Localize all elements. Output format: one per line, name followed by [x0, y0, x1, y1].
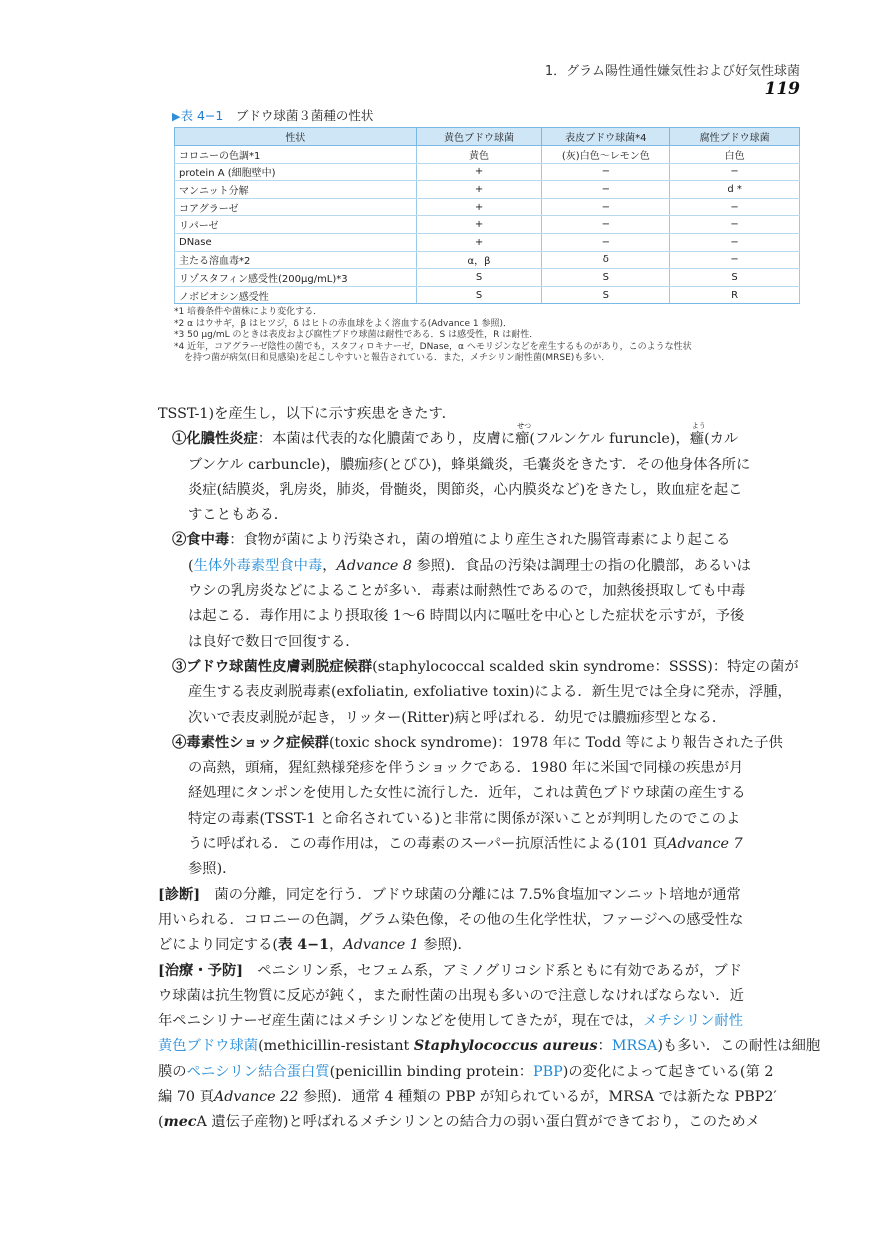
text-line: 経処理にタンポンを使用した女性に流行した．近年，これは黄色ブドウ球菌の産生する	[188, 785, 746, 802]
table-cell: +	[416, 216, 542, 234]
row-label: 主たる溶血毒*2	[175, 251, 417, 269]
text-line: は良好で数日で回復する．	[188, 633, 360, 650]
table-cell: S	[416, 286, 542, 304]
item-heading: ③ブドウ球菌性皮膚剥脱症候群	[172, 658, 373, 675]
ruby-word: せつ 癤	[515, 422, 532, 448]
section-heading: [治療・予防]	[158, 962, 244, 979]
text-line: 膜のペニシリン結合蛋白質(penicillin binding protein：PBP)の変化によって起きている(第 2	[158, 1063, 774, 1080]
keyword-link: 黄色ブドウ球菌	[158, 1038, 259, 1055]
table-footnotes	[174, 307, 804, 365]
text-line: ウシの乳房炎などによることが多い．毒素は耐熱性であるので，加熱後摂取しても中毒	[188, 583, 746, 600]
table-cell: δ	[542, 251, 670, 269]
text-line: ②食中毒：食物が菌により汚染され，菌の増殖により産生された腸管毒素により起こる	[172, 532, 731, 549]
table-caption	[172, 106, 373, 124]
caption-triangle-icon: ▶	[172, 110, 181, 123]
table-cell: d *	[670, 181, 800, 199]
text-line: [診断] 菌の分離，同定を行う．ブドウ球菌の分離には 7.5%食塩加マンニット培地が通常	[158, 886, 741, 903]
keyword-link: メチシリン耐性	[643, 1013, 744, 1030]
row-label: マンニット分解	[175, 181, 417, 199]
text-line: (生体外毒素型食中毒，Advance 8 参照)．食品の汚染は調理士の指の化膿部，あるいは	[188, 557, 751, 574]
row-label: ノボビオシン感受性	[175, 286, 417, 304]
text-line: ウ球菌は抗生物質に反応が鈍く，また耐性菌の出現も多いので注意しなければならない．近	[158, 987, 744, 1004]
row-label: リゾスタフィン感受性(200μg/mL)*3	[175, 269, 417, 287]
table-cell: 黄色	[416, 146, 542, 164]
keyword-link: MRSA	[611, 1038, 658, 1055]
table-label: 表 4−1	[180, 108, 224, 123]
footnote: を持つ菌が病気(日和見感染)を起こしやすいと報告されている．また，メチシリン耐性菌(MRSE)も多い．	[184, 353, 611, 364]
text-line: 年ペニシリナーゼ産生菌にはメチシリンなどを使用してきたが，現在では，メチシリン耐性	[158, 1013, 744, 1030]
table-cell: S	[542, 286, 670, 304]
table-cell: −	[670, 233, 800, 251]
footnote: *4 近年，コアグラーゼ陰性の菌でも，スタフィロキナーゼ，DNase，α ヘモリジンなどを産生するものがあり，このような性状	[174, 341, 692, 352]
text-line: 参照)．	[188, 861, 237, 878]
text-line: すこともある．	[188, 507, 289, 524]
text-line: (mecA 遺伝子産物)と呼ばれるメチシリンとの結合力の弱い蛋白質ができており，このためメ	[158, 1114, 760, 1131]
text-line: TSST-1)を産生し，以下に示す疾患をきたす．	[158, 406, 456, 422]
table-cell: −	[542, 233, 670, 251]
table-cell: −	[670, 251, 800, 269]
text-line: どにより同定する(表 4−1，Advance 1 参照)．	[158, 937, 472, 954]
table-cell: −	[542, 216, 670, 234]
text-line: は起こる．毒作用により摂取後 1〜6 時間以内に嘔吐を中心とした症状を示すが，予後	[188, 608, 745, 625]
row-label: コロニーの色調*1	[175, 146, 417, 164]
table-cell: −	[670, 216, 800, 234]
item-heading: ②食中毒	[172, 532, 230, 549]
ruby-word: よう 癰	[689, 422, 706, 448]
text-line: 特定の毒素(TSST-1 と命名されている)と非常に関係が深いことが判明したのでこのよ	[188, 810, 741, 827]
column-header: 黄色ブドウ球菌	[416, 128, 542, 146]
item-heading: ④毒素性ショック症候群	[172, 734, 329, 751]
properties-table	[174, 127, 800, 304]
column-header: 表皮ブドウ球菌*4	[542, 128, 670, 146]
text-line: 編 70 頁Advance 22 参照)．通常 4 種類の PBP が知られているが，MRSA では新たな PBP2′	[158, 1089, 777, 1106]
table-cell: +	[416, 163, 542, 181]
table-row	[175, 233, 800, 251]
table-cell: S	[416, 269, 542, 287]
footnote: *2 α はウサギ，β はヒツジ，δ はヒトの赤血球をよく溶血する(Advance 1 参照)．	[174, 318, 512, 329]
table-cell: +	[416, 181, 542, 199]
text-line: ①化膿性炎症：本菌は代表的な化膿菌であり，皮膚に せつ 癤(フルンケル furuncle)， よう 癰(カル	[172, 422, 739, 448]
table-row	[175, 181, 800, 199]
text-line: 産生する表皮剥脱毒素(exfoliatin, exfoliative toxin)による．新生児では全身に発赤，浮腫，	[188, 684, 792, 701]
table-row	[175, 286, 800, 304]
text-line: 用いられる．コロニーの色調，グラム染色像，その他の生化学性状，ファージへの感受性な	[158, 911, 744, 928]
table-cell: S	[542, 269, 670, 287]
table-row	[175, 198, 800, 216]
item-heading: ①化膿性炎症	[172, 431, 258, 448]
table-row	[175, 163, 800, 181]
page-number: 119	[764, 79, 800, 99]
table-title: ブドウ球菌３菌種の性状	[235, 108, 374, 123]
section-heading: [診断]	[158, 886, 201, 903]
table-cell: +	[416, 233, 542, 251]
column-header: 腐性ブドウ球菌	[670, 128, 800, 146]
text-line: ブンケル carbuncle)，膿痂疹(とびひ)，蜂巣織炎，毛嚢炎をきたす．その他身体各所に	[188, 456, 751, 473]
table-cell: S	[670, 269, 800, 287]
chapter-title: 1．グラム陽性通性嫌気性および好気性球菌	[544, 64, 800, 79]
text-line: ④毒素性ショック症候群(toxic shock syndrome)：1978 年に Todd 等により報告された子供	[172, 734, 783, 751]
table-row	[175, 251, 800, 269]
table-cell: −	[542, 181, 670, 199]
table-cell: (灰)白色〜レモン色	[542, 146, 670, 164]
table-cell: 白色	[670, 146, 800, 164]
table-header-row	[175, 128, 800, 146]
table-cell: α，β	[416, 251, 542, 269]
keyword-link: PBP	[533, 1063, 563, 1080]
row-label: DNase	[175, 233, 417, 251]
table-cell: −	[542, 163, 670, 181]
body-text	[158, 402, 821, 1136]
text-line: 炎症(結膜炎，乳房炎，肺炎，骨髄炎，関節炎，心内膜炎など)をきたし，敗血症を起こ	[188, 481, 743, 498]
row-label: リパーゼ	[175, 216, 417, 234]
table-cell: +	[416, 198, 542, 216]
table-cell: −	[670, 198, 800, 216]
text-line: の高熱，頭痛，猩紅熱様発疹を伴うショックである．1980 年に米国で同様の疾患が月	[188, 760, 744, 777]
table-row	[175, 146, 800, 164]
column-header: 性状	[175, 128, 417, 146]
row-label: コアグラーゼ	[175, 198, 417, 216]
row-label: protein A (細胞壁中)	[175, 163, 417, 181]
table-cell: R	[670, 286, 800, 304]
table-row	[175, 269, 800, 287]
footnote: *1 培養条件や菌株により変化する．	[174, 307, 323, 317]
table-row	[175, 216, 800, 234]
table-cell: −	[670, 163, 800, 181]
text-line: うに呼ばれる．この毒作用は，この毒素のスーパー抗原活性による(101 頁Advance 7	[188, 836, 743, 853]
keyword-link: ペニシリン結合蛋白質	[186, 1063, 330, 1080]
text-line: 黄色ブドウ球菌(methicillin-resistant Staphylococcus aureus：MRSA)も多い．この耐性は細胞	[158, 1038, 821, 1055]
keyword-link: 生体外毒素型食中毒	[193, 557, 323, 574]
text-line: ③ブドウ球菌性皮膚剥脱症候群(staphylococcal scalded skin syndrome：SSSS)：特定の菌が	[172, 658, 799, 675]
table-cell: −	[542, 198, 670, 216]
footnote: *3 50 μg/mL のときは表皮および腐性ブドウ球菌は耐性である．S は感受性，R は耐性．	[174, 330, 539, 341]
text-line: [治療・予防] ペニシリン系，セフェム系，アミノグリコシド系ともに有効であるが，ブド	[158, 962, 742, 979]
running-header	[500, 60, 800, 99]
text-line: 次いで表皮剥脱が起き，リッター(Ritter)病と呼ばれる．幼児では膿痂疹型となる．	[188, 709, 727, 726]
